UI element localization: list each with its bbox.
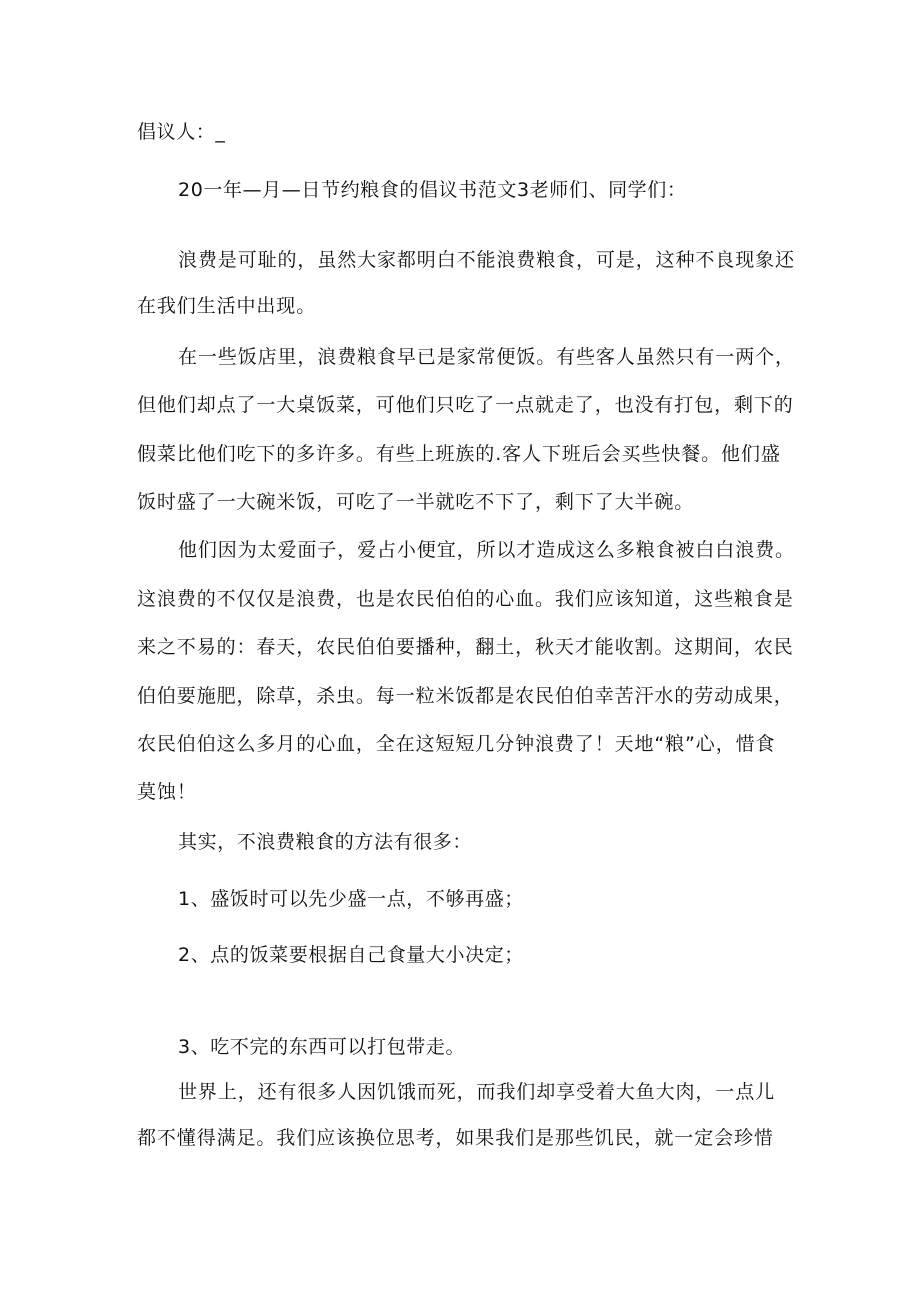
paragraph-3-line-4: 伯伯要施肥，除草，杀虫。每一粒米饭都是农民伯伯幸苦汗水的劳动成果， xyxy=(137,685,794,707)
paragraph-3-line-3: 来之不易的：春天，农民伯伯要播种，翻土，秋天才能收割。这期间，农民 xyxy=(137,636,794,658)
list-item-2: 2、点的饭菜要根据自己食量大小决定； xyxy=(178,944,524,966)
list-item-1: 1、盛饭时可以先少盛一点，不够再盛； xyxy=(178,888,524,910)
paragraph-5-line-2: 都不懂得满足。我们应该换位思考，如果我们是那些饥民，就一定会珍惜 xyxy=(137,1127,774,1149)
proposer-line: 倡议人：_ xyxy=(137,121,226,143)
paragraph-5-line-1: 世界上，还有很多人因饥饿而死，而我们却享受着大鱼大肉，一点儿 xyxy=(178,1081,776,1103)
paragraph-3-line-2: 这浪费的不仅仅是浪费，也是农民伯伯的心血。我们应该知道，这些粮食是 xyxy=(137,588,794,610)
heading-line: 20一年—月—日节约粮食的倡议书范文3老师们、同学们： xyxy=(178,179,687,201)
paragraph-3-line-6: 莫蚀！ xyxy=(137,781,197,803)
paragraph-1-line-2: 在我们生活中出现。 xyxy=(137,295,317,317)
paragraph-2-line-4: 饭时盛了一大碗米饭，可吃了一半就吃不下了，剩下了大半碗。 xyxy=(137,491,695,513)
paragraph-3-line-1: 他们因为太爱面子，爱占小便宜，所以才造成这么多粮食被白白浪费。 xyxy=(178,539,795,561)
paragraph-4-line-1: 其实，不浪费粮食的方法有很多： xyxy=(178,831,473,853)
paragraph-2-line-1: 在一些饭店里，浪费粮食早已是家常便饭。有些客人虽然只有一两个， xyxy=(178,346,795,368)
paragraph-3-line-5: 农民伯伯这么多月的心血，全在这短短几分钟浪费了！天地“粮”心，惜食 xyxy=(137,733,776,755)
paragraph-2-line-3: 假菜比他们吃下的多许多。有些上班族的.客人下班后会买些快餐。他们盛 xyxy=(137,443,781,465)
paragraph-2-line-2: 但他们却点了一大桌饭菜，可他们只吃了一点就走了，也没有打包，剩下的 xyxy=(137,394,794,416)
paragraph-1-line-1: 浪费是可耻的，虽然大家都明白不能浪费粮食，可是，这种不良现象还 xyxy=(178,249,795,271)
list-item-3: 3、吃不完的东西可以打包带走。 xyxy=(178,1036,466,1058)
